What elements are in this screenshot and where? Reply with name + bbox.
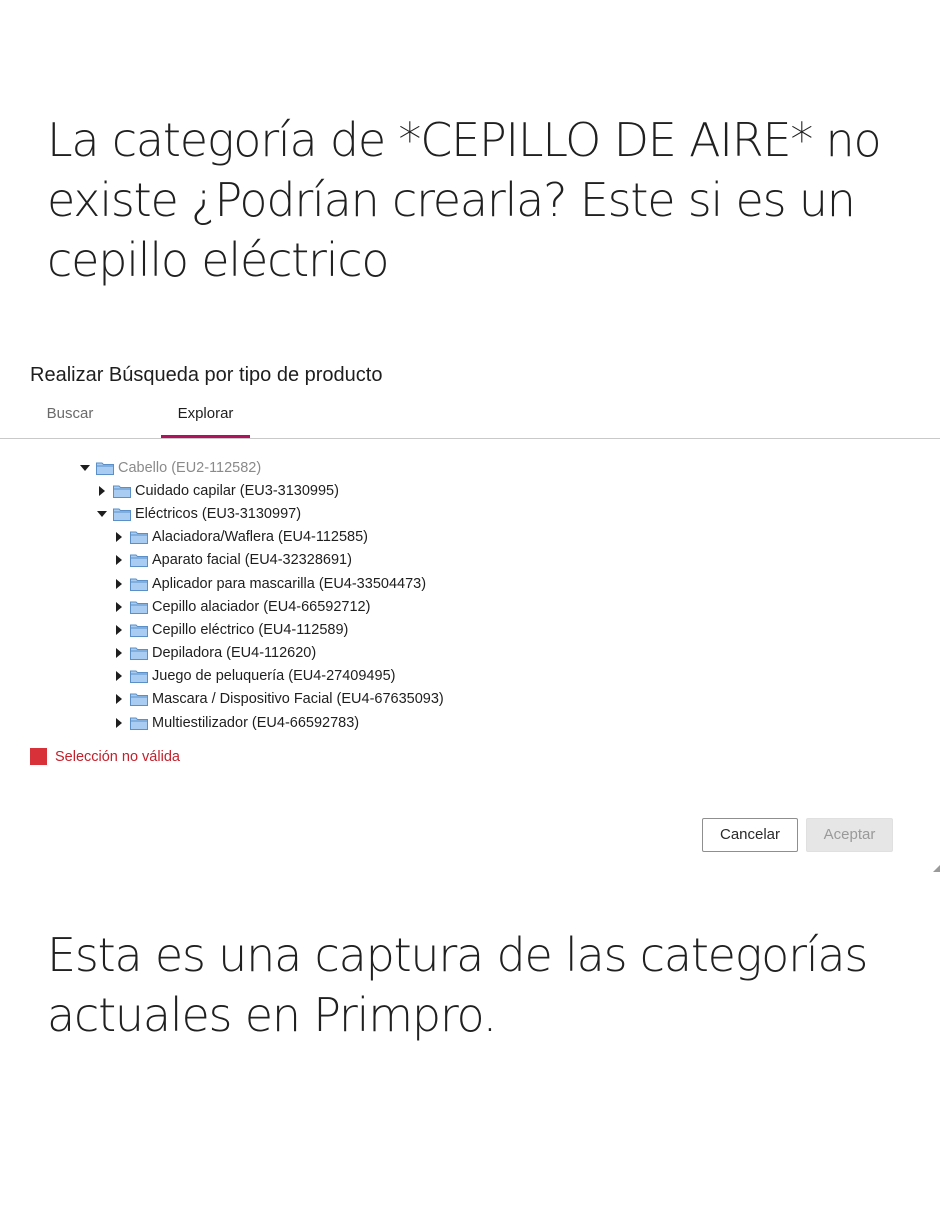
tree-node[interactable] xyxy=(0,642,940,665)
tree-node-label[interactable]: Cepillo alaciador (EU4-66592712) xyxy=(152,598,371,615)
tree-node-label[interactable]: Eléctricos (EU3-3130997) xyxy=(135,505,302,522)
folder-icon xyxy=(130,553,148,567)
folder-icon xyxy=(130,692,148,706)
caret-down-icon[interactable] xyxy=(78,461,92,475)
folder-icon xyxy=(130,600,148,614)
tree-node-label[interactable]: Depiladora (EU4-112620) xyxy=(152,645,317,662)
folder-icon xyxy=(113,507,131,521)
tree-node-label[interactable]: Juego de peluquería (EU4-27409495) xyxy=(152,668,396,685)
caret-down-icon[interactable] xyxy=(95,507,109,521)
folder-icon xyxy=(96,461,114,475)
folder-icon xyxy=(130,623,148,637)
tree-node[interactable] xyxy=(0,549,940,572)
tree-node[interactable] xyxy=(0,526,940,549)
caret-right-icon[interactable] xyxy=(112,553,126,567)
tree-node-label[interactable]: Cuidado capilar (EU3-3130995) xyxy=(135,482,339,499)
resize-handle-icon[interactable] xyxy=(932,864,940,872)
tab-buscar[interactable]: Buscar xyxy=(46,405,94,422)
tree-node-label[interactable]: Aparato facial (EU4-32328691) xyxy=(152,552,352,569)
headline-bottom: Esta es una captura de las categorías actuales en Primpro. xyxy=(47,928,868,1042)
caret-right-icon[interactable] xyxy=(112,669,126,683)
validation-text: Selección no válida xyxy=(55,748,180,765)
folder-icon xyxy=(113,484,131,498)
folder-icon xyxy=(130,530,148,544)
caret-right-icon[interactable] xyxy=(112,646,126,660)
tree-node[interactable] xyxy=(0,688,940,711)
folder-icon xyxy=(130,577,148,591)
tree-node-label[interactable]: Cabello (EU2-112582) xyxy=(118,459,262,476)
tree-node[interactable] xyxy=(0,665,940,688)
caret-right-icon[interactable] xyxy=(95,484,109,498)
tree-node-label[interactable]: Multiestilizador (EU4-66592783) xyxy=(152,714,360,731)
tree-node[interactable] xyxy=(0,711,940,734)
folder-icon xyxy=(130,646,148,660)
folder-icon xyxy=(130,716,148,730)
tab-explorar[interactable]: Explorar xyxy=(161,396,250,438)
caret-right-icon[interactable] xyxy=(112,577,126,591)
caret-right-icon[interactable] xyxy=(112,530,126,544)
category-tree xyxy=(0,456,940,734)
headline-top: La categoría de *CEPILLO DE AIRE* no existe ¿Podrían crearla? Este si es un cepillo eléctrico xyxy=(47,113,881,287)
tree-node-label[interactable]: Cepillo eléctrico (EU4-112589) xyxy=(152,621,349,638)
tree-node-label[interactable]: Mascara / Dispositivo Facial (EU4-67635093) xyxy=(152,691,444,708)
caret-right-icon[interactable] xyxy=(112,600,126,614)
tree-node-root[interactable] xyxy=(0,456,940,479)
error-square-icon xyxy=(30,748,47,765)
tree-node[interactable] xyxy=(0,502,940,525)
tree-node-label[interactable]: Aplicador para mascarilla (EU4-33504473) xyxy=(152,575,427,592)
caret-right-icon[interactable] xyxy=(112,623,126,637)
tree-node[interactable] xyxy=(0,595,940,618)
caret-right-icon[interactable] xyxy=(112,716,126,730)
accept-button[interactable]: Aceptar xyxy=(806,818,893,852)
tree-node[interactable] xyxy=(0,479,940,502)
validation-message xyxy=(30,748,180,765)
dialog-title: Realizar Búsqueda por tipo de producto xyxy=(30,364,383,386)
folder-icon xyxy=(130,669,148,683)
tab-bar xyxy=(0,396,940,439)
caret-right-icon[interactable] xyxy=(112,692,126,706)
tree-node[interactable] xyxy=(0,572,940,595)
tree-node[interactable] xyxy=(0,618,940,641)
tree-node-label[interactable]: Alaciadora/Waflera (EU4-112585) xyxy=(152,529,368,546)
cancel-button[interactable]: Cancelar xyxy=(702,818,798,852)
